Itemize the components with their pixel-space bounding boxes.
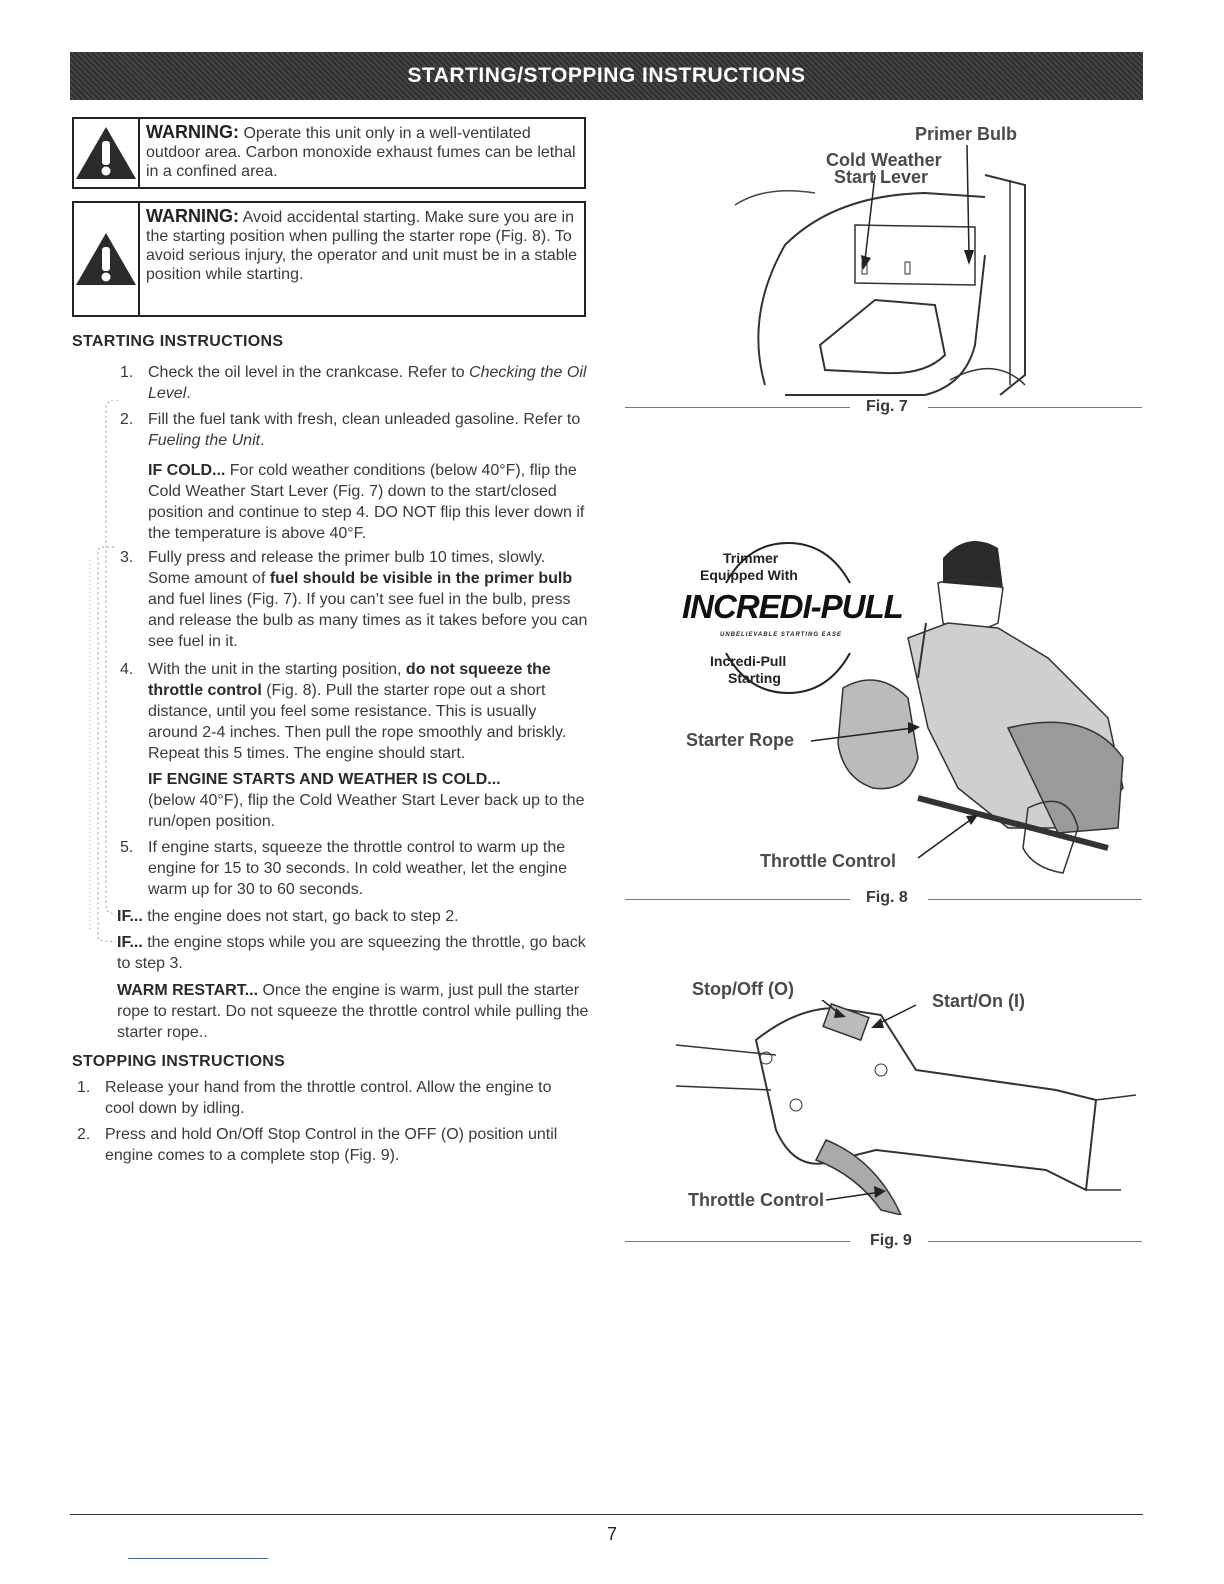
- starter-rope-label: Starter Rope: [686, 730, 795, 750]
- step-emphasis: fuel should be visible in the primer bulb: [269, 570, 573, 587]
- starting-step-4: [120, 659, 588, 764]
- flow-connector-lines: [70, 400, 130, 960]
- fig8-caption: Fig. 8: [866, 889, 908, 906]
- if-label: IF...: [117, 934, 143, 951]
- step-text: Release your hand from the throttle control. Allow the engine to cool down by idling.: [105, 1079, 552, 1117]
- warning-box-exhaust: [72, 117, 586, 189]
- if-cold-label: IF COLD...: [148, 462, 226, 479]
- step-number: 1.: [77, 1079, 91, 1096]
- step-number: 1.: [120, 364, 134, 381]
- caption-rule-right: [928, 407, 1142, 408]
- badge-incredi-pull-text: Incredi-Pull: [710, 653, 787, 669]
- step-number: 5.: [120, 839, 134, 856]
- step-reference: Fueling the Unit: [148, 432, 261, 449]
- if-stops-note: [117, 932, 587, 974]
- engine-cold-label: IF ENGINE STARTS AND WEATHER IS COLD...: [148, 771, 501, 788]
- warning-label: WARNING:: [146, 206, 239, 226]
- badge-trimmer-text: Trimmer: [723, 550, 779, 566]
- warning-icon: [74, 203, 140, 315]
- engine-cold-text: (below 40°F), flip the Cold Weather Start Lever back up to the run/open position.: [148, 792, 585, 830]
- step-text: With the unit in the starting position,: [148, 661, 406, 678]
- incredi-pull-logo: INCREDI-PULL: [682, 588, 903, 625]
- caption-rule-left: [625, 1241, 850, 1242]
- warm-restart-note: [117, 980, 589, 1043]
- if-cold-note: [148, 460, 588, 544]
- throttle-control-label: Throttle Control: [688, 1190, 824, 1210]
- primer-bulb-label: Primer Bulb: [915, 124, 1018, 144]
- engine-cold-note: [148, 769, 588, 832]
- if-text: the engine stops while you are squeezing the throttle, go back to step 3.: [117, 934, 586, 972]
- warning-text: Operate this unit only in a well-ventilated outdoor area. Carbon monoxide exhaust fumes can be lethal in a confined area.: [146, 125, 576, 180]
- step-number: 2.: [120, 411, 134, 428]
- cold-weather-label: Cold Weather: [826, 150, 942, 170]
- step-emphasis: do not squeeze the throttle control: [148, 661, 551, 699]
- caption-rule-right: [928, 1241, 1142, 1242]
- fig9-caption: Fig. 9: [870, 1232, 912, 1249]
- stopping-step-1: [77, 1077, 575, 1119]
- if-cold-text: For cold weather conditions (below 40°F), flip the Cold Weather Start Lever (Fig. 7) down to the start/closed position and continue to step 4. DO NOT flip this lever down if the temperature is above 40°F.: [148, 462, 585, 542]
- step-text: If engine starts, squeeze the throttle control to warm up the engine for 15 to 30 seconds. In cold weather, let the engine warm up for 30 to 60 seconds.: [148, 839, 567, 898]
- step-number: 3.: [120, 549, 134, 566]
- handle-switch-drawing: [676, 1000, 1141, 1215]
- warm-restart-text: Once the engine is warm, just pull the starter rope to restart. Do not squeeze the throttle control while pulling the starter rope..: [117, 982, 589, 1041]
- warning-box-starting: [72, 201, 586, 317]
- caption-rule-left: [625, 407, 850, 408]
- step-text-cont: and fuel lines (Fig. 7). If you can’t see fuel in the bulb, press and release the bulb as many times as it takes before you can see fuel in it.: [148, 591, 588, 650]
- throttle-control-label: Throttle Control: [760, 851, 896, 871]
- warning-text: Avoid accidental starting. Make sure you are in the starting position when pulling the starter rope (Fig. 8). To avoid serious injury, the operator and unit must be in a stable position while starting.: [146, 209, 578, 283]
- badge-equipped-text: Equipped With: [700, 567, 798, 583]
- step-number: 4.: [120, 661, 134, 678]
- badge-tagline: UNBELIEVABLE STARTING EASE: [720, 632, 843, 638]
- fig7-caption: Fig. 7: [866, 398, 908, 415]
- badge-starting-text: Starting: [728, 670, 781, 686]
- starting-step-1: [120, 362, 593, 404]
- if-not-start-note: [117, 906, 587, 927]
- starting-step-2: [120, 409, 588, 451]
- starting-step-5: [120, 837, 593, 900]
- stopping-step-2: [77, 1124, 575, 1166]
- step-text: Fill the fuel tank with fresh, clean unleaded gasoline. Refer to: [148, 411, 581, 428]
- caption-rule-left: [625, 899, 850, 900]
- start-lever-label: Start Lever: [834, 167, 929, 187]
- section-header: [70, 52, 1143, 100]
- if-text: the engine does not start, go back to step 2.: [142, 908, 459, 925]
- if-label: IF...: [117, 908, 143, 925]
- stopping-heading: STOPPING INSTRUCTIONS: [72, 1053, 286, 1070]
- step-number: 2.: [77, 1126, 91, 1143]
- fig9-illustration: [676, 1000, 1141, 1215]
- scan-artifact-line: [128, 1558, 268, 1559]
- step-text: Check the oil level in the crankcase. Refer to: [148, 364, 470, 381]
- warning-icon: [74, 119, 140, 187]
- step-text-end: .: [260, 432, 265, 449]
- step-reference: Checking the Oil Level: [148, 364, 587, 402]
- step-text: Press and hold On/Off Stop Control in the OFF (O) position until engine comes to a complete stop (Fig. 9).: [105, 1126, 558, 1164]
- starting-step-3: [120, 547, 588, 652]
- warm-restart-label: WARM RESTART...: [117, 982, 259, 999]
- stop-off-label: Stop/Off (O): [692, 979, 794, 999]
- caption-rule-right: [928, 899, 1142, 900]
- step-text-cont: (Fig. 8). Pull the starter rope out a short distance, until you feel some resistance. This is usually around 2-4 inches. Then pull the rope smoothly and briskly. Repeat this 5 times. The engine should start.: [148, 682, 567, 762]
- section-title: STARTING/STOPPING INSTRUCTIONS: [407, 64, 806, 87]
- warning-label: WARNING:: [146, 122, 239, 142]
- start-on-label: Start/On (I): [932, 991, 1025, 1011]
- step-text: Fully press and release the primer bulb 10 times, slowly. Some amount of: [148, 549, 546, 587]
- starting-heading: STARTING INSTRUCTIONS: [72, 333, 284, 350]
- step-text-end: .: [186, 385, 191, 402]
- page-number: 7: [606, 1524, 617, 1544]
- footer-rule: [70, 1514, 1143, 1515]
